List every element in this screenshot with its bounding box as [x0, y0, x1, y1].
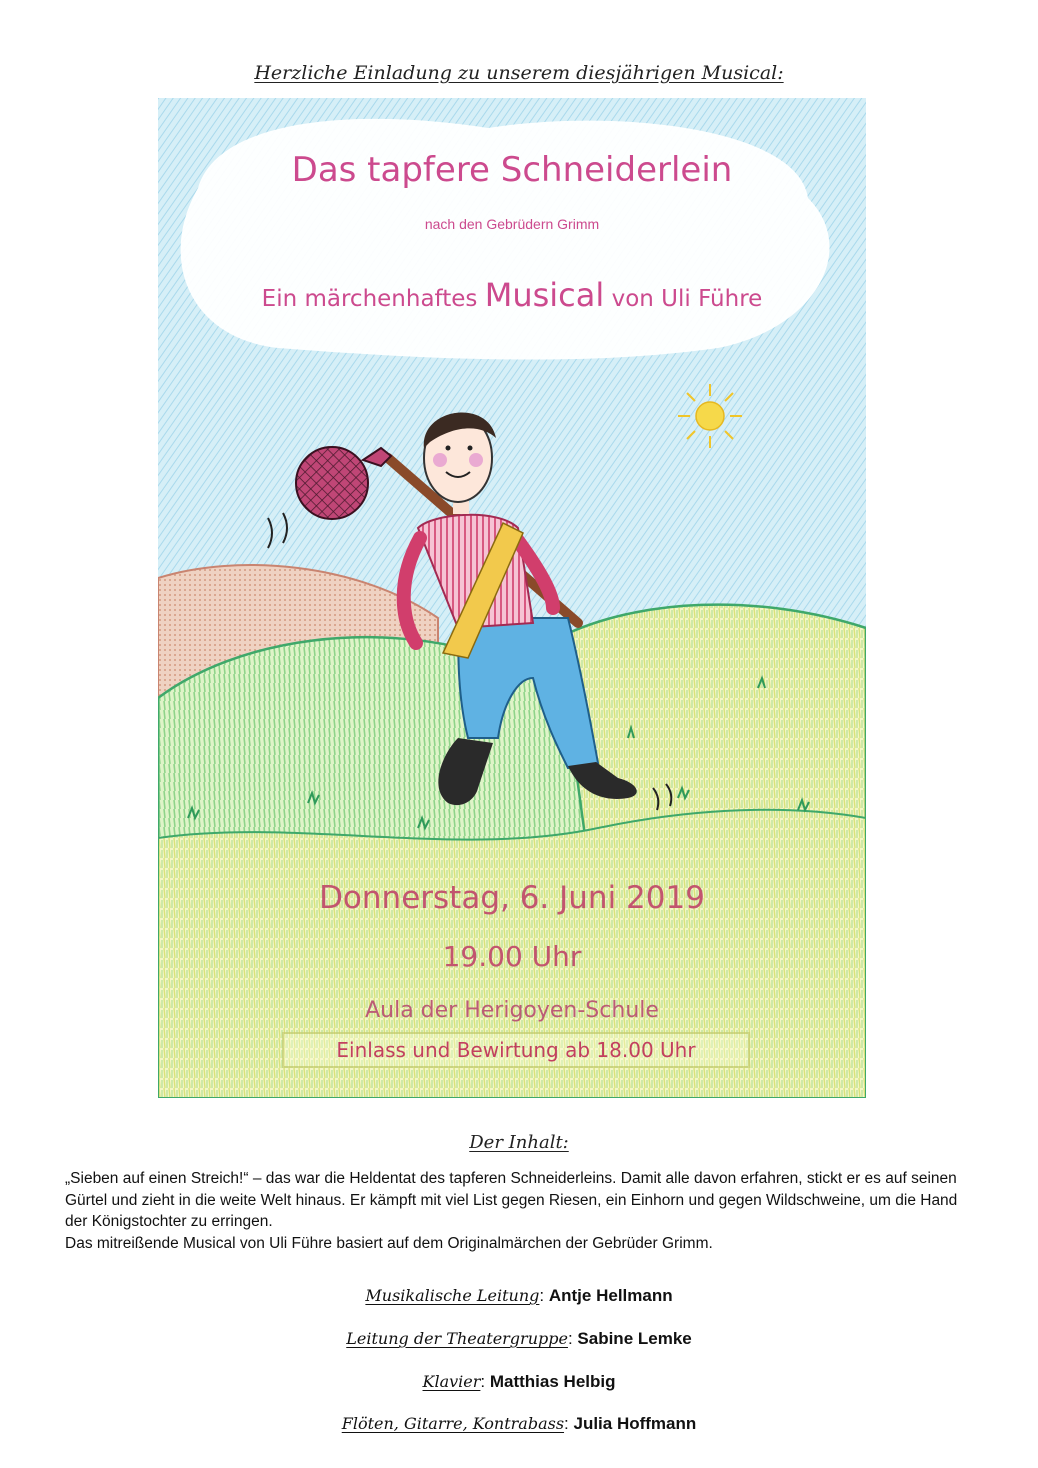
entry-info: Einlass und Bewirtung ab 18.00 Uhr — [282, 1032, 750, 1068]
credit-role: Klavier — [422, 1372, 481, 1391]
invitation-header: Herzliche Einladung zu unserem diesjährigen Musical: — [254, 62, 784, 84]
credit-name: Sabine Lemke — [577, 1329, 692, 1348]
tagline-pre: Ein märchenhaftes — [261, 286, 485, 312]
event-time: 19.00 Uhr — [442, 940, 582, 973]
sun-icon — [678, 384, 742, 448]
event-date: Donnerstag, 6. Juni 2019 — [319, 880, 705, 916]
poster-title: Das tapfere Schneiderlein — [291, 150, 733, 190]
credit-line: Musikalische Leitung: Antje Hellmann — [365, 1286, 673, 1305]
credit-line: Klavier: Matthias Helbig — [422, 1372, 616, 1391]
credit-name: Matthias Helbig — [489, 1372, 616, 1391]
credit-role: Musikalische Leitung — [365, 1286, 540, 1305]
credit-name: Julia Hoffmann — [573, 1414, 697, 1433]
credit-line: Flöten, Gitarre, Kontrabass: Julia Hoffmann — [341, 1414, 697, 1433]
credit-role: Leitung der Theatergruppe — [346, 1329, 568, 1348]
content-paragraph: „Sieben auf einen Streich!“ – das war die Heldentat des tapferen Schneiderleins. Damit alle davon erfahren, stickt er es auf seinen Gürtel und zieht in die weite Welt hinaus. Er kämpft mit viel List gegen Riesen, ein Einhorn und gegen Wildschweine, um die Hand der Königstochter zu erringen. — [65, 1170, 958, 1230]
content-heading: Der Inhalt: — [469, 1132, 569, 1153]
content-paragraph: Das mitreißende Musical von Uli Führe basiert auf dem Originalmärchen der Gebrüder Grimm. — [65, 1234, 713, 1252]
content-body — [65, 1168, 977, 1254]
credit-name: Antje Hellmann — [548, 1286, 673, 1305]
poster-illustration — [158, 98, 866, 1098]
credit-role: Flöten, Gitarre, Kontrabass — [341, 1414, 565, 1433]
credit-line: Leitung der Theatergruppe: Sabine Lemke — [346, 1329, 692, 1348]
event-venue: Aula der Herigoyen-Schule — [365, 998, 659, 1023]
poster-subtitle: nach den Gebrüdern Grimm — [424, 216, 600, 232]
poster-tagline — [158, 276, 866, 314]
tagline-post: von Uli Führe — [604, 286, 763, 312]
tagline-musical: Musical — [484, 276, 605, 314]
